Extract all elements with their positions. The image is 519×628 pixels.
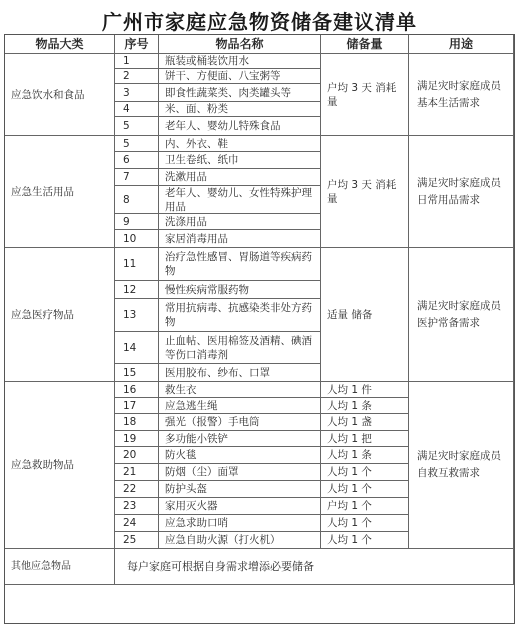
storage-amount: 人均 1 个 (321, 481, 409, 498)
storage-amount: 户均 3 天 消耗量 (321, 54, 409, 136)
column-header: 储备量 (321, 35, 409, 54)
item-name: 防烟（尘）面罩 (159, 464, 321, 481)
item-name: 止血帖、医用棉签及酒精、碘酒等伤口消毒剂 (159, 332, 321, 364)
category-cell: 应急救助物品 (5, 382, 115, 549)
usage-cell: 满足灾时家庭成员基本生活需求 (409, 54, 514, 136)
item-number: 9 (115, 214, 159, 230)
item-number: 5 (115, 117, 159, 136)
item-number: 18 (115, 414, 159, 431)
storage-amount: 人均 1 个 (321, 515, 409, 532)
item-number: 2 (115, 69, 159, 84)
storage-amount: 人均 1 条 (321, 447, 409, 464)
item-number: 3 (115, 84, 159, 102)
other-note: 每户家庭可根据自身需求增添必要储备 (115, 549, 514, 585)
item-number: 1 (115, 54, 159, 69)
item-name: 强光（报警）手电筒 (159, 414, 321, 431)
storage-amount: 人均 1 件 (321, 382, 409, 398)
column-header: 用途 (409, 35, 514, 54)
item-name: 防火毯 (159, 447, 321, 464)
item-number: 14 (115, 332, 159, 364)
item-number: 7 (115, 169, 159, 186)
page-title: 广州市家庭应急物资储备建议清单 (102, 10, 417, 34)
item-name: 老年人、婴幼儿、女性特殊护理用品 (159, 186, 321, 214)
item-name: 内、外衣、鞋 (159, 136, 321, 152)
item-name: 瓶装或桶装饮用水 (159, 54, 321, 69)
item-number: 13 (115, 299, 159, 332)
item-name: 多功能小铁铲 (159, 431, 321, 447)
item-number: 21 (115, 464, 159, 481)
item-name: 家居消毒用品 (159, 230, 321, 248)
item-name: 防护头盔 (159, 481, 321, 498)
item-number: 4 (115, 102, 159, 117)
item-number: 19 (115, 431, 159, 447)
storage-amount: 人均 1 个 (321, 532, 409, 549)
item-number: 5 (115, 136, 159, 152)
storage-amount: 人均 1 条 (321, 398, 409, 414)
category-cell: 应急饮水和食品 (5, 54, 115, 136)
item-name: 洗漱用品 (159, 169, 321, 186)
category-cell: 应急医疗物品 (5, 248, 115, 382)
item-name: 常用抗病毒、抗感染类非处方药物 (159, 299, 321, 332)
item-name: 家用灭火器 (159, 498, 321, 515)
usage-cell: 满足灾时家庭成员医护常备需求 (409, 248, 514, 382)
storage-amount: 适量 储备 (321, 248, 409, 382)
supply-table (4, 34, 515, 624)
storage-amount: 人均 1 把 (321, 431, 409, 447)
item-number: 12 (115, 281, 159, 299)
other-category-cell: 其他应急物品 (5, 549, 115, 585)
usage-cell: 满足灾时家庭成员自救互救需求 (409, 382, 514, 549)
item-name: 医用胶布、纱布、口罩 (159, 364, 321, 382)
item-number: 23 (115, 498, 159, 515)
item-number: 11 (115, 248, 159, 281)
item-name: 应急求助口哨 (159, 515, 321, 532)
item-number: 20 (115, 447, 159, 464)
item-name: 洗涤用品 (159, 214, 321, 230)
item-name: 慢性疾病常服药物 (159, 281, 321, 299)
item-number: 15 (115, 364, 159, 382)
storage-amount: 户均 1 个 (321, 498, 409, 515)
item-number: 8 (115, 186, 159, 214)
item-name: 应急自助火源（打火机） (159, 532, 321, 549)
item-number: 25 (115, 532, 159, 549)
column-header: 物品大类 (5, 35, 115, 54)
storage-amount: 户均 3 天 消耗量 (321, 136, 409, 248)
item-number: 17 (115, 398, 159, 414)
item-number: 10 (115, 230, 159, 248)
item-name: 救生衣 (159, 382, 321, 398)
item-number: 22 (115, 481, 159, 498)
item-name: 饼干、方便面、八宝粥等 (159, 69, 321, 84)
item-name: 治疗急性感冒、胃肠道等疾病药物 (159, 248, 321, 281)
item-number: 24 (115, 515, 159, 532)
storage-amount: 人均 1 个 (321, 464, 409, 481)
item-name: 应急逃生绳 (159, 398, 321, 414)
column-header: 序号 (115, 35, 159, 54)
item-number: 16 (115, 382, 159, 398)
item-name: 即食性蔬菜类、肉类罐头等 (159, 84, 321, 102)
storage-amount: 人均 1 盏 (321, 414, 409, 431)
item-name: 米、面、粉类 (159, 102, 321, 117)
usage-cell: 满足灾时家庭成员日常用品需求 (409, 136, 514, 248)
item-number: 6 (115, 152, 159, 169)
item-name: 老年人、婴幼儿特殊食品 (159, 117, 321, 136)
item-name: 卫生卷纸、纸巾 (159, 152, 321, 169)
column-header: 物品名称 (159, 35, 321, 54)
category-cell: 应急生活用品 (5, 136, 115, 248)
